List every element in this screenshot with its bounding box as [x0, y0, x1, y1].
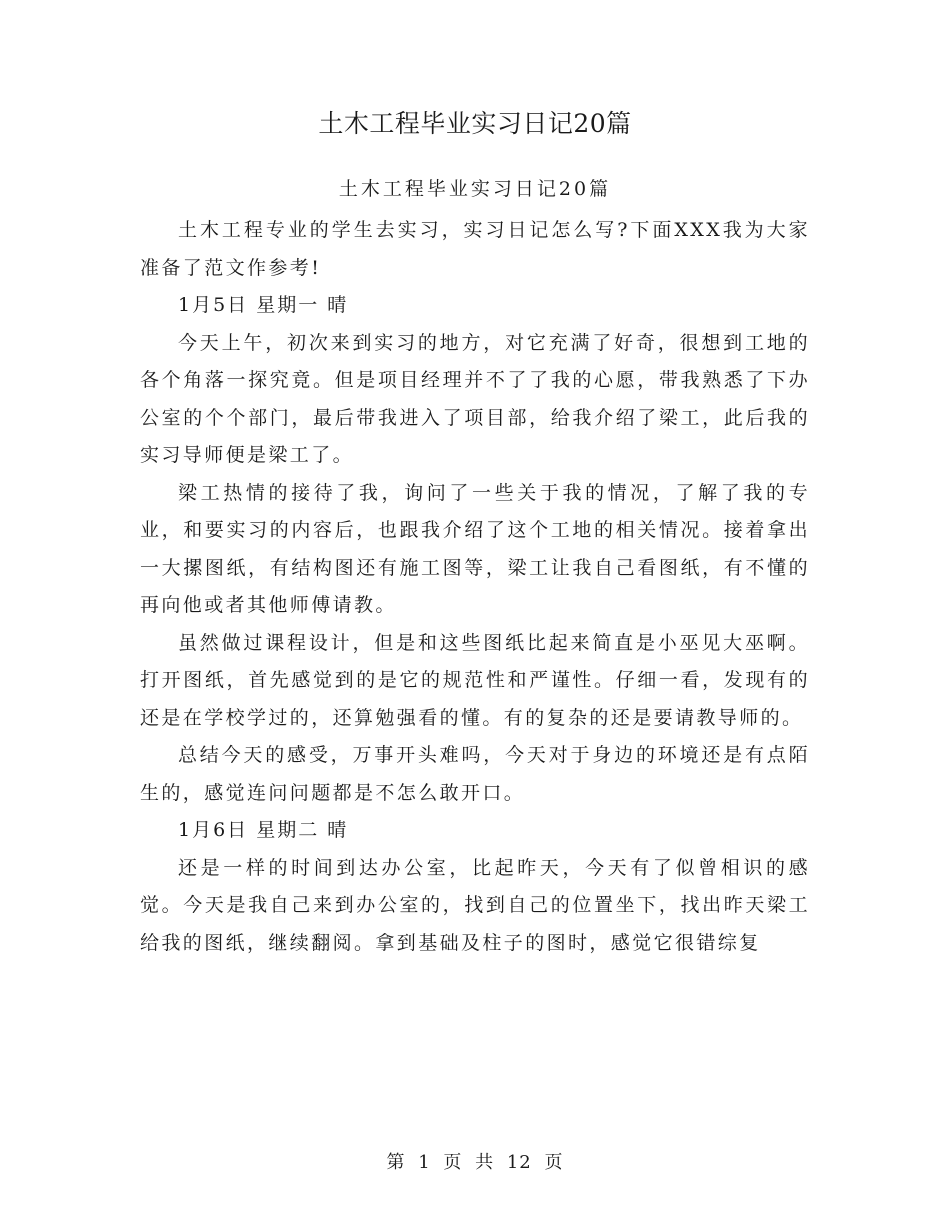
paragraph: 梁工热情的接待了我，询问了一些关于我的情况，了解了我的专业，和要实习的内容后，也跟我介绍了这个工地的相关情况。接着拿出一大摞图纸，有结构图还有施工图等，梁工让我自己看图纸，有不懂的再向他或者其他师傅请教。: [140, 481, 810, 616]
diary-date-heading: 1月5日 星期一 晴: [178, 294, 349, 316]
diary-date-heading: 1月6日 星期二 晴: [178, 819, 349, 841]
document-subtitle: 土木工程毕业实习日记20篇: [338, 178, 612, 200]
document-title: 土木工程毕业实习日记20篇: [318, 109, 632, 138]
paragraph-intro: 土木工程专业的学生去实习，实习日记怎么写?下面XXX我为大家准备了范文作参考!: [140, 219, 810, 279]
paragraph: 今天上午，初次来到实习的地方，对它充满了好奇，很想到工地的各个角落一探究竟。但是项目经理并不了了我的心愿，带我熟悉了下办公室的个个部门，最后带我进入了项目部，给我介绍了梁工，此后我的实习导师便是梁工了。: [140, 331, 810, 466]
paragraph: 还是一样的时间到达办公室，比起昨天，今天有了似曾相识的感觉。今天是我自己来到办公室的，找到自己的位置坐下，找出昨天梁工给我的图纸，继续翻阅。拿到基础及柱子的图时，感觉它很错综复: [140, 856, 810, 954]
document-body: [140, 212, 810, 962]
paragraph: 虽然做过课程设计，但是和这些图纸比起来简直是小巫见大巫啊。打开图纸，首先感觉到的是它的规范性和严谨性。仔细一看，发现有的还是在学校学过的，还算勉强看的懂。有的复杂的还是要请教导师的。: [140, 631, 810, 729]
page-footer: 第 1 页 共 12 页: [386, 1152, 564, 1173]
paragraph: 总结今天的感受，万事开头难吗，今天对于身边的环境还是有点陌生的，感觉连问问题都是不怎么敢开口。: [140, 744, 810, 804]
